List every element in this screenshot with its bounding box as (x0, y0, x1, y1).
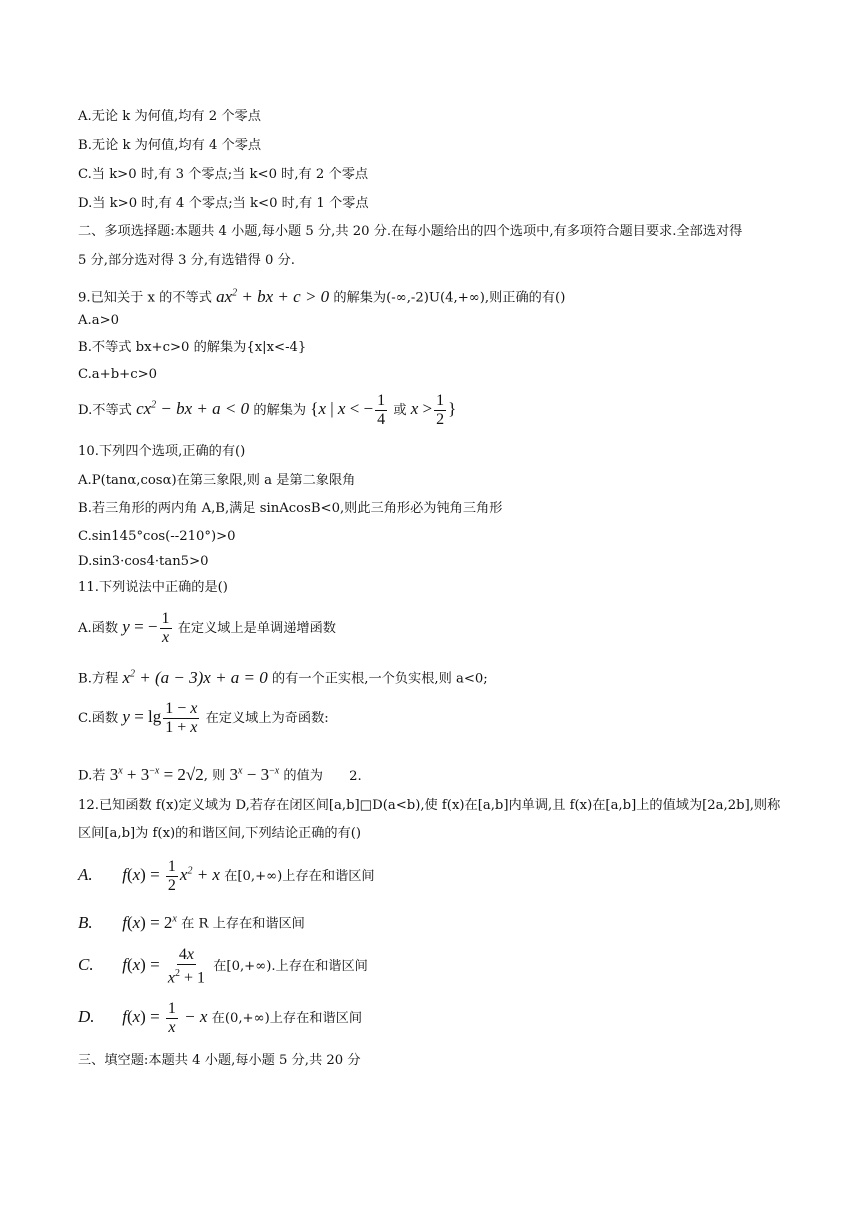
q12-opta-lhs: f(x) = (122, 865, 164, 884)
q11-option-d (78, 762, 362, 786)
section2-heading-line2: 5 分,部分选对得 3 分,有选错得 0 分. (78, 253, 295, 268)
q10-option-b: B.若三角形的两内角 A,B,满足 sinAcosB<0,则此三角形必为钝角三角形 (78, 501, 503, 516)
q9-optd-frac2: $\frac{1}{2}$ (436, 392, 445, 428)
q12-optb-label: B. (78, 912, 93, 932)
q10-option-c: C.sin145°cos(--210°)>0 (78, 529, 236, 544)
section3-heading: 三、填空题:本题共 4 小题,每小题 5 分,共 20 分 (78, 1053, 361, 1068)
q11-option-c (78, 700, 329, 737)
q9-stem (78, 284, 565, 308)
q10-option-d: D.sin3·cos4·tan5>0 (78, 554, 209, 569)
q12-option-a (78, 858, 375, 895)
q12-option-b (78, 910, 305, 934)
q9-optd-mid: 的解集为 (253, 403, 307, 418)
q12-optc-frac: $\frac{4x}{x^2 + 1}$ (167, 946, 206, 987)
q11-optd-post: 的值为 (283, 768, 323, 784)
q11-option-a (78, 610, 336, 647)
q12-optd-post: 在(0,+∞)上存在和谐区间 (211, 1011, 363, 1026)
q11-stem: 11.下列说法中正确的是() (78, 580, 228, 595)
q9-optd-set-open: {x | x < − (310, 399, 374, 418)
q12-opta-frac: $\frac{1}{2}$ (167, 858, 176, 894)
q9-optd-inequality: $cx^2$ − bx + a < 0 (136, 399, 250, 418)
q12-option-d (78, 1000, 362, 1037)
q11-optb-post: 的有一个正实根,一个负实根,则 a<0; (271, 671, 488, 687)
q11-opta-pre: A.函数 (78, 621, 119, 636)
q8-option-d: D.当 k>0 时,有 4 个零点;当 k<0 时,有 1 个零点 (78, 196, 369, 211)
q9-optd-pre: D.不等式 (78, 403, 132, 418)
q9-optd-set-close: } (448, 399, 457, 418)
q9-option-a: A.a>0 (78, 313, 120, 328)
q12-optd-frac: $\frac{1}{x}$ (167, 1000, 176, 1036)
q11-optd-expression: $3^x - 3^{-x}$ (229, 764, 280, 784)
q9-optd-or: 或 (393, 403, 407, 418)
q11-opta-eq: = − (129, 617, 158, 636)
q11-opta-lhs: y (122, 617, 130, 636)
q11-optc-post: 在定义域上为奇函数: (205, 711, 329, 726)
q12-optd-lhs: f(x) = (122, 1007, 164, 1026)
q11-optd-mid: , 则 (203, 768, 226, 784)
q11-optc-pre: C.函数 (78, 711, 119, 726)
q11-opta-frac: $\frac{1}{x}$ (161, 610, 170, 646)
q9-optd-set-second: x > (410, 399, 433, 418)
q12-optb-function: $f(x) = 2^x$ (122, 912, 177, 932)
q8-option-a: A.无论 k 为何值,均有 2 个零点 (78, 109, 261, 124)
q10-stem: 10.下列四个选项,正确的有() (78, 444, 246, 459)
q9-option-b: B.不等式 bx+c>0 的解集为{x|x<-4} (78, 340, 307, 355)
q12-opta-rest: $x^2 + x$ (179, 865, 220, 884)
q11-optd-value: 2. (349, 768, 362, 784)
q12-optd-label: D. (78, 1007, 95, 1026)
q11-optb-equation: $x^2 + (a - 3)x + a = 0$ (122, 667, 268, 687)
q11-option-b (78, 665, 488, 689)
q12-opta-post: 在[0,+∞)上存在和谐区间 (224, 869, 375, 884)
q11-optc-frac: $\frac{1 - x}{1 + x}$ (165, 700, 198, 736)
q9-option-d (78, 392, 456, 429)
q11-optd-pre: D.若 (78, 768, 106, 784)
q12-optc-post: 在[0,+∞).上存在和谐区间 (213, 959, 368, 975)
q9-stem-pre: 9.已知关于 x 的不等式 (78, 290, 212, 306)
q12-optd-rest: − x (179, 1007, 208, 1026)
q11-optc-eq: = lg (129, 707, 162, 726)
section2-heading-line1: 二、多项选择题:本题共 4 小题,每小题 5 分,共 20 分.在每小题给出的四个选项中,有多项符合题目要求.全部选对得 (78, 224, 743, 239)
q12-optb-post: 在 R 上存在和谐区间 (181, 916, 305, 932)
q12-stem-line1: 12.已知函数 f(x)定义域为 D,若存在闭区间[a,b]□D(a<b),使 f(x)在[a,b]内单调,且 f(x)在[a,b]上的值域为[2a,2b],则称 (78, 798, 781, 813)
q8-option-c: C.当 k>0 时,有 3 个零点;当 k<0 时,有 2 个零点 (78, 167, 369, 182)
q9-stem-post: 的解集为(-∞,-2)U(4,+∞),则正确的有() (333, 290, 566, 306)
q12-stem-line2: 区间[a,b]为 f(x)的和谐区间,下列结论正确的有() (78, 826, 362, 841)
q12-option-c (78, 946, 368, 987)
q11-opta-post: 在定义域上是单调递增函数 (177, 621, 336, 636)
q10-option-a: A.P(tanα,cosα)在第三象限,则 a 是第二象限角 (78, 473, 356, 488)
q9-option-c: C.a+b+c>0 (78, 367, 158, 382)
q12-optc-lhs: f(x) = (122, 955, 164, 975)
q9-optd-frac1: $\frac{1}{4}$ (377, 392, 386, 428)
q12-optc-label: C. (78, 955, 94, 975)
q11-optd-condition: $3^x + 3^{-x} = 2√2$ (109, 764, 204, 784)
q8-option-b: B.无论 k 为何值,均有 4 个零点 (78, 138, 262, 153)
q9-inequality: $ax^2$ + bx + c > 0 (216, 286, 330, 306)
q11-optc-lhs: y (122, 707, 130, 726)
q12-opta-label: A. (78, 865, 93, 884)
q11-optb-pre: B.方程 (78, 671, 119, 687)
